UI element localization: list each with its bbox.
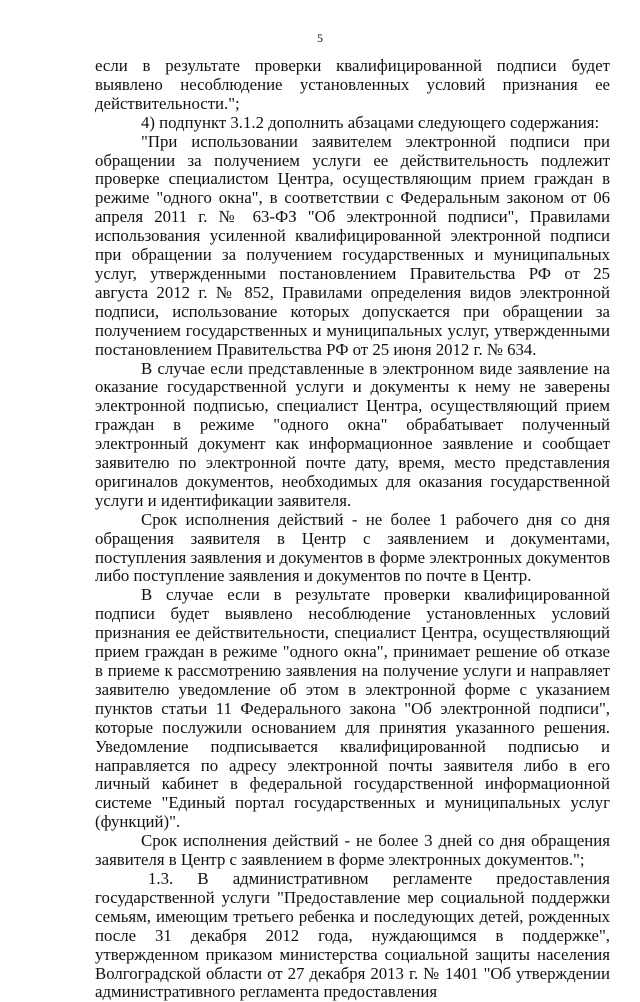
- paragraph-electronic-signature-check: "При использовании заявителем электронной подписи при обращении за получением услуги ее действительность подлежит проверке специалистом Центра, осуществляющим прием граждан в режиме "одного окна", в соответствии с Федеральным законом от 06 апреля 2011 г. № 63-ФЗ "Об электронной подписи", Правилами использования усиленной квалифицированной электронной подписи при обращении за получением государственных и муниципальных услуг, утвержденными постановлением Правительства РФ от 25 августа 2012 г. № 852, Правилами определения видов электронной подписи, использование которых допускается при обращении за получением государственных и муниципальных услуг, утвержденными постановлением Правительства РФ от 25 июня 2012 г. № 634.: [95, 131, 610, 359]
- paragraph-refusal: В случае если в результате проверки квалифицированной подписи будет выявлено несоблюдение установленных условий признания ее действительности, специалист Центра, осуществляющий прием граждан в режиме "одного окна", принимает решение об отказе в приеме к рассмотрению заявления на получение услуги и направляет заявителю уведомление об этом в электронной форме с указанием пунктов статьи 11 Федерального закона "Об электронной подписи", которые послужили основанием для принятия указанного решения. Уведомление подписывается квалифицированной подписью и направляется по адресу электронной почты заявителя либо в его личный кабинет в федеральной государственной информационной системе "Единый портал государственных и муниципальных услуг (функций)".: [95, 585, 610, 832]
- paragraph-deadline-1-day: Срок исполнения действий - не более 1 рабочего дня со дня обращения заявителя в Центр с заявлением и документами, поступления заявления и документов в форме электронных документов либо поступление заявления и документов по почте в Центр.: [95, 509, 610, 586]
- paragraph-clause-1-3: 1.3. В административном регламенте предоставления государственной услуги "Предоставление мер социальной поддержки семьям, имеющим третьего ребенка и последующих детей, рожденных после 31 декабря 2012 года, нуждающимся в поддержке", утвержденном приказом министерства социальной защиты населения Волгоградской области от 27 декабря 2013 г. № 1401 "Об утверждении административного регламента предоставления: [95, 868, 610, 1002]
- paragraph-continuation: если в результате проверки квалифицированной подписи будет выявлено несоблюдение установленных условий признания ее действительности.";: [95, 56, 610, 113]
- paragraph-subclause-4: 4) подпункт 3.1.2 дополнить абзацами следующего содержания:: [141, 112, 600, 132]
- document-body: [95, 57, 610, 1002]
- page-number: 5: [317, 31, 323, 45]
- paragraph-unsigned-documents: В случае если представленные в электронном виде заявление на оказание государственной услуги и документы к нему не заверены электронной подписью, специалист Центра, осуществляющий прием граждан в режиме "одного окна" обрабатывает полученный электронный документ как информационное заявление и сообщает заявителю по электронной почте дату, время, место представления оригиналов документов, необходимых для оказания государственной услуги и идентификации заявителя.: [95, 358, 610, 510]
- paragraph-deadline-3-days: Срок исполнения действий - не более 3 дней со дня обращения заявителя в Центр с заявлением в форме электронных документов.";: [95, 831, 610, 870]
